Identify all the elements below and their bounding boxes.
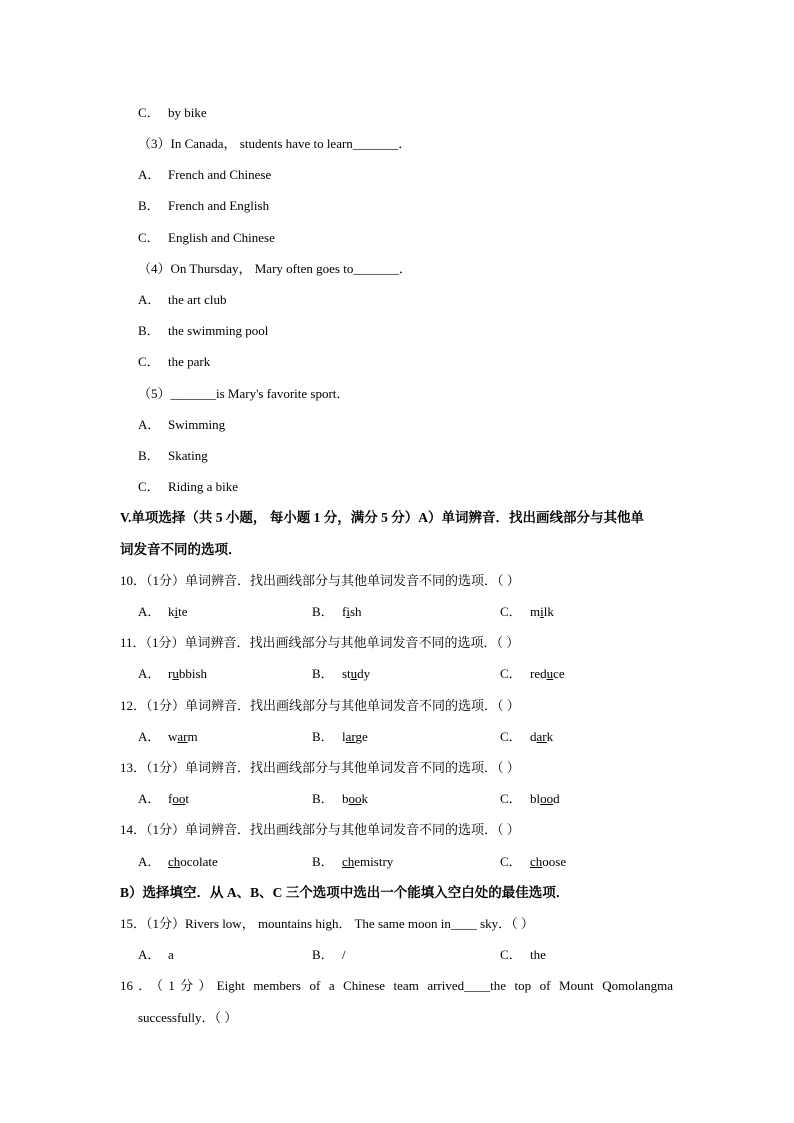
option-label: A． <box>138 417 161 432</box>
word-part: l <box>342 729 346 744</box>
sub5-option-b <box>138 447 208 465</box>
word-part: red <box>530 666 547 681</box>
option-b <box>312 665 370 683</box>
option-a <box>138 946 174 964</box>
word-part: k <box>546 729 554 744</box>
option-label: B． <box>312 854 334 869</box>
question-13-stem: 13．（1分）单词辨音．找出画线部分与其他单词发音不同的选项．（ ） <box>120 760 520 775</box>
option-b <box>312 946 346 964</box>
word-part: k <box>361 791 368 806</box>
word-part: bbish <box>178 666 208 681</box>
sub5-option-a <box>138 416 225 434</box>
option-b <box>312 728 368 746</box>
option-text: a <box>168 947 174 962</box>
underlined-part: i <box>346 604 350 619</box>
sub-question-4-stem: （4）On Thursday， Mary often goes to_______． <box>138 261 412 276</box>
section-heading: V.单项选择（共 5 小题， 每小题 1 分，满分 5 分）A）单词辨音．找出画线部分与其他单 <box>120 510 645 525</box>
option-text: the swimming pool <box>168 323 269 338</box>
word-part: sh <box>349 604 362 619</box>
option-text: Riding a bike <box>168 479 239 494</box>
option-text: / <box>342 947 346 962</box>
word-part: oose <box>542 854 567 869</box>
option-b <box>312 853 393 871</box>
option-text: the park <box>168 354 211 369</box>
question-12-stem: 12．（1分）单词辨音．找出画线部分与其他单词发音不同的选项．（ ） <box>120 698 520 713</box>
option-text: by bike <box>168 105 207 120</box>
sub4-option-a <box>138 291 226 309</box>
question-10-stem: 10．（1分）单词辨音．找出画线部分与其他单词发音不同的选项．（ ） <box>120 573 520 588</box>
option-label: B． <box>312 729 334 744</box>
word-part: d <box>530 729 537 744</box>
option-text: the <box>530 947 546 962</box>
option-text: French and Chinese <box>168 167 272 182</box>
word-part: te <box>178 604 188 619</box>
option-b <box>312 790 368 808</box>
option-label: C． <box>500 666 522 681</box>
option-label: B． <box>312 947 334 962</box>
underlined-part: ch <box>530 854 543 869</box>
underlined-part: i <box>174 604 179 619</box>
underlined-part: ch <box>342 854 355 869</box>
q9-option-c <box>138 104 207 122</box>
section-b-heading: B）选择填空．从 A、B、C 三个选项中选出一个能填入空白处的最佳选项． <box>120 885 570 900</box>
option-label: C． <box>500 854 522 869</box>
word-part: t <box>185 791 189 806</box>
option-text: the art club <box>168 292 227 307</box>
word-part: w <box>168 729 178 744</box>
option-label: C． <box>138 354 160 369</box>
option-a <box>138 603 188 621</box>
option-label: A． <box>138 854 161 869</box>
option-label: A． <box>138 729 161 744</box>
option-a <box>138 790 189 808</box>
underlined-part: u <box>546 666 554 681</box>
underlined-part: ar <box>536 729 547 744</box>
underlined-part: ar <box>177 729 188 744</box>
option-label: C． <box>500 791 522 806</box>
option-text: English and Chinese <box>168 230 275 245</box>
underlined-part: oo <box>172 791 186 806</box>
option-c <box>500 728 553 746</box>
underlined-part: u <box>172 666 179 681</box>
word-part: lk <box>543 604 554 619</box>
word-part: m <box>530 604 541 619</box>
option-label: B． <box>138 198 160 213</box>
option-c <box>500 790 560 808</box>
option-label: C． <box>138 105 160 120</box>
word-part: b <box>342 791 349 806</box>
sub-question-5-stem: （5）_______is Mary's favorite sport． <box>138 386 350 401</box>
option-label: C． <box>500 604 522 619</box>
underlined-part: i <box>540 604 544 619</box>
word-part: dy <box>357 666 371 681</box>
word-part: st <box>342 666 351 681</box>
option-b <box>312 603 362 621</box>
option-c <box>500 946 546 964</box>
word-part: emistry <box>354 854 394 869</box>
word-part: k <box>168 604 175 619</box>
option-c <box>500 665 565 683</box>
option-label: B． <box>312 666 334 681</box>
underlined-part: ar <box>345 729 356 744</box>
word-part: ge <box>355 729 368 744</box>
question-16-stem: 16．（1分）Eight members of a Chinese team arrived____the top of Mount Qomolangma <box>120 978 673 993</box>
sub3-option-c <box>138 229 275 247</box>
word-part: bl <box>530 791 541 806</box>
word-part: m <box>187 729 198 744</box>
sub3-option-a <box>138 166 271 184</box>
word-part: r <box>168 666 173 681</box>
section-heading-continued: 词发音不同的选项． <box>120 542 242 557</box>
underlined-part: u <box>350 666 358 681</box>
option-label: B． <box>138 323 160 338</box>
option-label: A． <box>138 604 161 619</box>
option-text: Skating <box>168 448 208 463</box>
word-part: ocolate <box>180 854 218 869</box>
option-a <box>138 728 198 746</box>
option-label: A． <box>138 167 161 182</box>
option-text: Swimming <box>168 417 226 432</box>
word-part: d <box>553 791 560 806</box>
question-11-stem: 11．（1分）单词辨音．找出画线部分与其他单词发音不同的选项．（ ） <box>120 635 520 650</box>
underlined-part: oo <box>348 791 362 806</box>
option-label: C． <box>138 230 160 245</box>
sub3-option-b <box>138 197 269 215</box>
option-label: C． <box>138 479 160 494</box>
sub4-option-c <box>138 353 210 371</box>
option-text: French and English <box>168 198 270 213</box>
option-label: B． <box>312 604 334 619</box>
option-a <box>138 665 207 683</box>
word-part: f <box>342 604 347 619</box>
option-a <box>138 853 218 871</box>
question-16-stem-continued: successfully．（ ） <box>138 1010 238 1025</box>
option-label: C． <box>500 729 522 744</box>
question-15-stem: 15．（1分）Rivers low， mountains high． The same moon in____ sky．（ ） <box>120 916 534 931</box>
option-label: B． <box>138 448 160 463</box>
option-label: A． <box>138 791 161 806</box>
question-14-stem: 14．（1分）单词辨音．找出画线部分与其他单词发音不同的选项．（ ） <box>120 822 520 837</box>
option-label: C． <box>500 947 522 962</box>
option-c <box>500 853 566 871</box>
sub4-option-b <box>138 322 268 340</box>
option-c <box>500 603 554 621</box>
sub5-option-c <box>138 478 238 496</box>
word-part: f <box>168 791 173 806</box>
underlined-part: ch <box>168 854 181 869</box>
underlined-part: oo <box>540 791 554 806</box>
option-label: A． <box>138 947 161 962</box>
word-part: ce <box>553 666 565 681</box>
sub-question-3-stem: （3）In Canada， students have to learn_______． <box>138 136 412 151</box>
option-label: B． <box>312 791 334 806</box>
option-label: A． <box>138 292 161 307</box>
option-label: A． <box>138 666 161 681</box>
